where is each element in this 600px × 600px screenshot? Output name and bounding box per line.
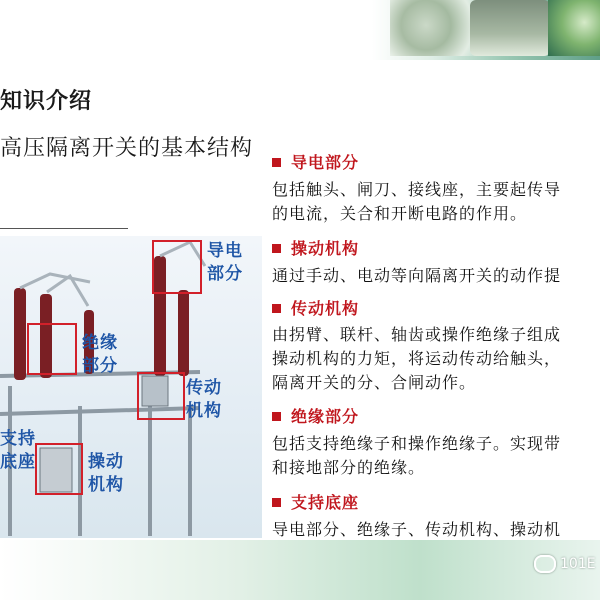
item-title-text: 导电部分: [291, 153, 360, 172]
item-title-transmission: [272, 296, 359, 319]
insulator: [178, 290, 189, 376]
body-line: 操动机构的力矩，将运动传动给触头，: [272, 349, 562, 368]
callout-transmission: [137, 372, 185, 420]
label-insulation: 绝缘部分: [82, 333, 118, 376]
bullet-square-icon: [272, 412, 281, 421]
watermark-text: 101E: [560, 556, 596, 572]
bullet-square-icon: [272, 244, 281, 253]
item-body-operating: [272, 264, 600, 288]
item-body-insulation: [272, 432, 600, 480]
body-line: 的电流，关合和开断电路的作用。: [272, 204, 528, 223]
subtitle-divider: [0, 228, 128, 229]
callout-insulation: [27, 323, 77, 375]
body-line: 包括支持绝缘子和操作绝缘子。实现带: [272, 434, 562, 453]
body-line: 导电部分、绝缘子、传动机构、操动机: [272, 520, 562, 539]
header-photo-globe: [548, 0, 600, 56]
callout-operating: [35, 443, 83, 495]
insulator: [14, 288, 26, 380]
item-title-text: 支持底座: [291, 493, 360, 512]
body-line: 通过手动、电动等向隔离开关的动作提: [272, 266, 562, 285]
item-title-text: 绝缘部分: [291, 407, 360, 426]
section-heading: 知识介绍: [0, 88, 93, 114]
body-line: 和接地部分的绝缘。: [272, 458, 426, 477]
item-title-insulation: [272, 404, 359, 427]
label-support: 支持底座: [0, 429, 36, 472]
item-title-operating: [272, 236, 359, 259]
slide-subtitle: 高压隔离开关的基本结构: [0, 136, 254, 161]
label-operating: 操动机构: [88, 452, 124, 495]
footer-band: [0, 540, 600, 600]
item-title-text: 传动机构: [291, 299, 360, 318]
header-photo-equipment: [470, 0, 550, 56]
bullet-square-icon: [272, 158, 281, 167]
label-transmission: 传动机构: [186, 378, 222, 421]
header-photo-substation: [390, 0, 480, 56]
wechat-icon: [534, 555, 556, 573]
item-body-conductive: [272, 178, 600, 226]
body-line: 隔离开关的分、合闸动作。: [272, 373, 477, 392]
item-title-text: 操动机构: [291, 239, 360, 258]
item-title-support: [272, 490, 359, 513]
label-conductive: 导电部分: [207, 241, 243, 284]
body-line: 包括触头、闸刀、接线座，主要起传导: [272, 180, 562, 199]
bullet-square-icon: [272, 498, 281, 507]
item-body-transmission: [272, 323, 600, 395]
bullet-square-icon: [272, 304, 281, 313]
body-line: 由拐臂、联杆、轴齿或操作绝缘子组成: [272, 325, 562, 344]
callout-conductive: [152, 240, 202, 294]
wechat-watermark: [534, 552, 596, 576]
item-title-conductive: [272, 150, 359, 173]
